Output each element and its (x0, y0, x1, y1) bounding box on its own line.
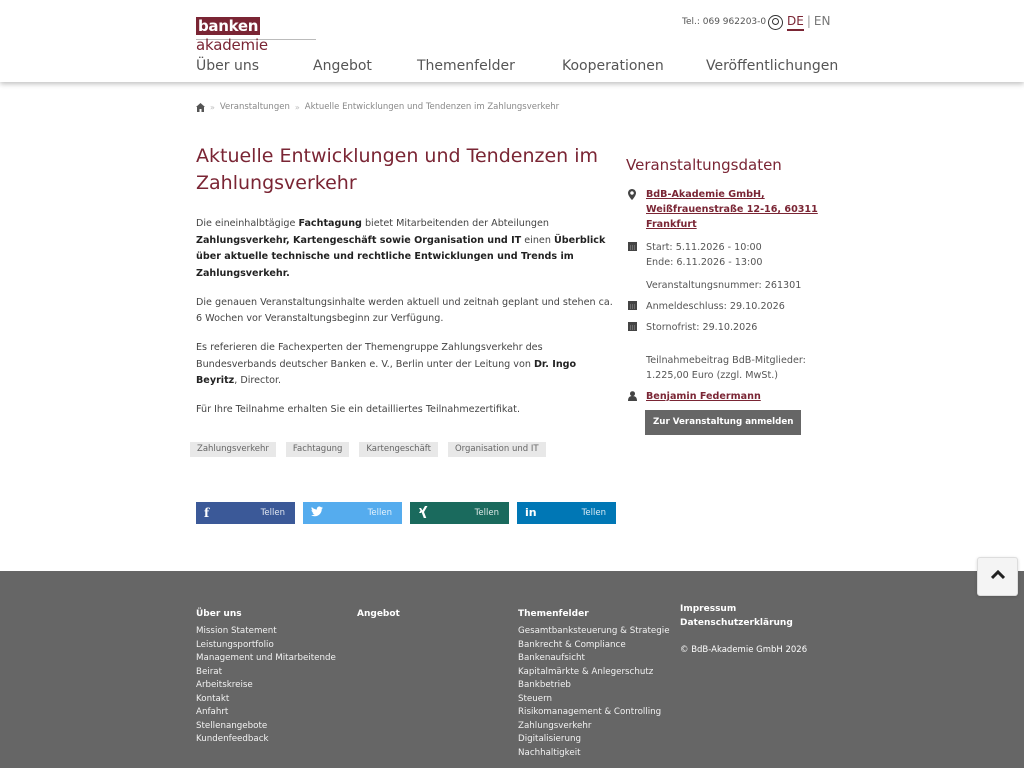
footer-link[interactable]: Mission Statement (196, 626, 277, 636)
tag-zahlungsverkehr[interactable]: Zahlungsverkehr (190, 442, 276, 457)
nav-veroeffentlichungen[interactable]: Veröffentlichungen (706, 58, 839, 74)
footer-link[interactable]: Kapitalmärkte & Anlegerschutz (518, 666, 654, 677)
chevron-up-icon (991, 570, 1005, 580)
breadcrumb-separator: » (294, 102, 300, 112)
calendar-icon (628, 242, 637, 252)
footer-link[interactable]: Bankbetrieb (518, 680, 571, 690)
footer-link[interactable]: Bankenaufsicht (518, 653, 585, 663)
description-paragraph-1: Die eineinhalbtägige Fachtagung bietet Mitarbeitenden der Abteilungen Zahlungsverkehr, Kartengeschäft sowie Organisation und IT einen Überblick über aktuelle technische und rechtliche Entwicklungen und Trends im Zahlungsverkehr. (196, 218, 606, 279)
share-buttons (196, 502, 616, 524)
event-number-row (626, 278, 826, 293)
tag-organisation-it[interactable]: Organisation und IT (448, 442, 546, 457)
back-to-top-button[interactable] (977, 557, 1018, 596)
footer-col-ueber-uns (196, 609, 336, 747)
nav-ueber-uns[interactable]: Über uns (196, 58, 259, 74)
user-icon (628, 391, 637, 401)
fee-row (626, 353, 826, 383)
site-footer (0, 571, 1024, 768)
description-paragraph-4: Für Ihre Teilnahme erhalten Sie ein detailliertes Teilnahmezertifikat. (196, 404, 520, 415)
fee-label: Teilnahmebeitrag BdB-Mitglieder: (646, 355, 806, 366)
fee-value: 1.225,00 Euro (zzgl. MwSt.) (646, 370, 779, 381)
footer-link[interactable]: Kontakt (196, 693, 230, 704)
breadcrumb-separator: » (210, 102, 215, 112)
footer-heading-angebot[interactable]: Angebot (357, 609, 400, 619)
facebook-icon: f (204, 506, 210, 520)
linkedin-icon: in (525, 506, 537, 519)
footer-link[interactable]: Stellenangebote (196, 720, 268, 731)
calendar-icon (628, 322, 637, 332)
footer-link[interactable]: Management und Mitarbeitende (196, 653, 336, 663)
lang-de[interactable]: DE (787, 14, 804, 31)
page-title: Aktuelle Entwicklungen und Tendenzen im Zahlungsverkehr (196, 145, 599, 194)
footer-col-angebot (357, 609, 400, 625)
footer-heading-themenfelder[interactable]: Themenfelder (518, 609, 589, 619)
footer-heading-ueber-uns[interactable]: Über uns (196, 609, 242, 619)
contact-row (626, 389, 826, 404)
sidebar-title: Veranstaltungsdaten (626, 156, 782, 174)
breadcrumb-veranstaltungen[interactable]: Veranstaltungen (219, 102, 290, 112)
location-link[interactable]: BdB-Akademie GmbH, Weißfrauenstraße 12-16, 60311 Frankfurt (646, 189, 818, 230)
share-linkedin-button[interactable]: in Tellen (517, 502, 616, 524)
tag-kartengeschaeft[interactable]: Kartengeschäft (359, 442, 438, 457)
register-button[interactable]: Zur Veranstaltung anmelden (645, 410, 801, 435)
footer-link[interactable]: Beirat (196, 666, 223, 677)
contact-person-link[interactable]: Benjamin Federmann (646, 391, 761, 402)
tag-fachtagung[interactable]: Fachtagung (286, 442, 350, 457)
share-xing-button[interactable]: Tellen (410, 502, 509, 524)
nav-kooperationen[interactable]: Kooperationen (562, 58, 664, 74)
share-facebook-button[interactable]: f Tellen (196, 502, 295, 524)
footer-link[interactable]: Gesamtbanksteuerung & Strategie (518, 626, 670, 636)
footer-link[interactable]: Risikomanagement & Controlling (518, 707, 662, 717)
impressum-link[interactable]: Impressum (680, 604, 737, 614)
language-switcher (787, 14, 830, 28)
xing-icon (418, 506, 428, 521)
site-header (0, 0, 1024, 82)
footer-link[interactable]: Nachhaltigkeit (518, 747, 581, 758)
cancellation-deadline: Stornofrist: 29.10.2026 (646, 322, 758, 333)
lang-separator: | (806, 14, 811, 28)
description-paragraph-2: Die genauen Veranstaltungsinhalte werden aktuell und zeitnah geplant und stehen ca. 6 Wochen vor Veranstaltungsbeginn zur Verfügung. (196, 296, 613, 324)
event-end: Ende: 6.11.2026 - 13:00 (646, 257, 763, 268)
registration-deadline-row (626, 299, 826, 314)
footer-link[interactable]: Steuern (518, 693, 553, 704)
footer-col-legal (680, 603, 807, 655)
logo-part-akademie: akademie (196, 36, 268, 54)
footer-col-themenfelder (518, 609, 670, 760)
calendar-icon (628, 301, 637, 311)
main-nav (196, 58, 839, 78)
share-twitter-button[interactable]: Tellen (303, 502, 402, 524)
breadcrumb-current: Aktuelle Entwicklungen und Tendenzen im Zahlungsverkehr (304, 102, 560, 112)
copyright: © BdB-Akademie GmbH 2026 (680, 645, 808, 655)
footer-link[interactable]: Digitalisierung (518, 734, 581, 744)
tag-list (190, 442, 546, 457)
home-icon[interactable] (196, 103, 205, 112)
map-marker-icon (628, 189, 637, 199)
nav-angebot[interactable]: Angebot (313, 58, 372, 74)
twitter-icon (311, 506, 323, 520)
logo-part-banken: banken (198, 17, 259, 35)
event-location (626, 187, 826, 232)
event-description (196, 216, 616, 431)
lang-en[interactable]: EN (813, 14, 831, 28)
cancellation-deadline-row (626, 320, 826, 335)
registration-deadline: Anmeldeschluss: 29.10.2026 (646, 301, 785, 312)
nav-themenfelder[interactable]: Themenfelder (417, 58, 515, 74)
breadcrumb (196, 102, 559, 112)
event-start: Start: 5.11.2026 - 10:00 (646, 242, 762, 253)
footer-link[interactable]: Kundenfeedback (196, 734, 269, 744)
description-paragraph-3: Es referieren die Fachexperten der Themengruppe Zahlungsverkehr des Bundesverbands deutscher Banken e. V., Berlin unter der Leitung von Dr. Ingo Beyritz, Director. (196, 342, 577, 386)
event-dates (626, 240, 826, 270)
privacy-link[interactable]: Datenschutzerklärung (680, 617, 793, 628)
event-number: Veranstaltungsnummer: 261301 (646, 280, 802, 291)
footer-link[interactable]: Zahlungsverkehr (518, 720, 592, 731)
search-icon[interactable] (768, 15, 783, 30)
footer-link[interactable]: Arbeitskreise (196, 680, 253, 690)
logo[interactable] (196, 16, 316, 54)
footer-link[interactable]: Leistungsportfolio (196, 639, 274, 650)
phone-number[interactable]: Tel.: 069 962203-0 (682, 17, 767, 27)
footer-link[interactable]: Anfahrt (196, 707, 229, 717)
footer-link[interactable]: Bankrecht & Compliance (518, 639, 626, 650)
event-details (626, 187, 826, 435)
